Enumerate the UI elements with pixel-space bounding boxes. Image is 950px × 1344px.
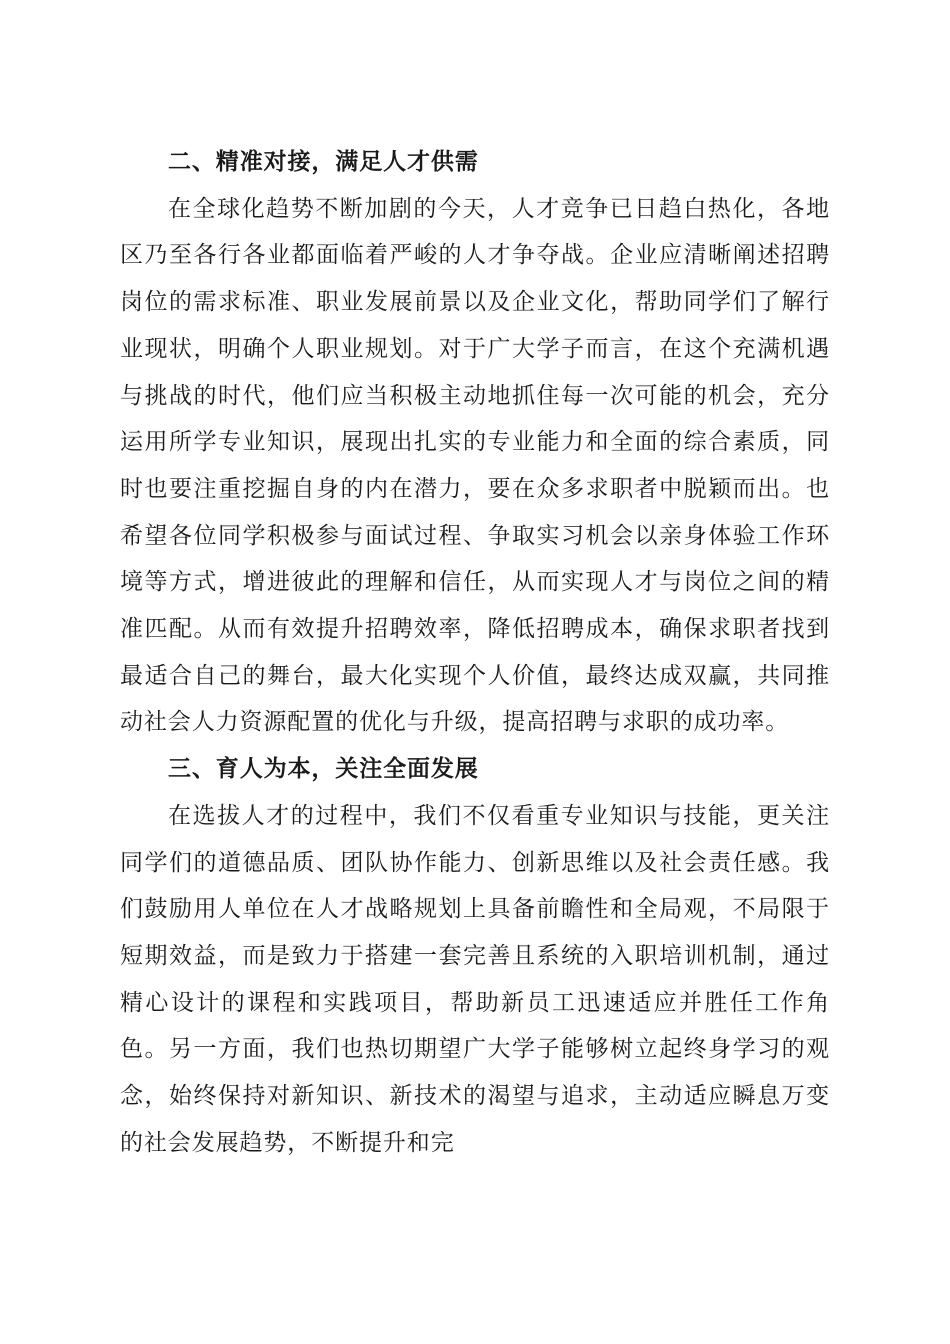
section-two-heading: 二、精准对接，满足人才供需: [168, 149, 479, 175]
section-three-heading: 三、育人为本，关注全面发展: [168, 756, 479, 783]
document-body: [120, 139, 830, 1166]
section-two-paragraph: 在全球化趋势不断加剧的今天，人才竞争已日趋白热化，各地区乃至各行各业都面临着严峻的人才争夺战。企业应清晰阐述招聘岗位的需求标准、职业发展前景以及企业文化，帮助同学们了解行业现状，明确个人职业规划。对于广大学子而言，在这个充满机遇与挑战的时代，他们应当积极主动地抓住每一次可能的机会，充分运用所学专业知识，展现出扎实的专业能力和全面的综合素质，同时也要注重挖掘自身的内在潜力，要在众多求职者中脱颖而出。也希望各位同学积极参与面试过程、争取实习机会以亲身体验工作环境等方式，增进彼此的理解和信任，从而实现人才与岗位之间的精准匹配。从而有效提升招聘效率，降低招聘成本，确保求职者找到最适合自己的舞台，最大化实现个人价值，最终达成双赢，共同推动社会人力资源配置的优化与升级，提高招聘与求职的成功率。: [120, 195, 830, 736]
section-three-paragraph: 在选拔人才的过程中，我们不仅看重专业知识与技能，更关注同学们的道德品质、团队协作能力、创新思维以及社会责任感。我们鼓励用人单位在人才战略规划上具备前瞻性和全局观，不局限于短期效益，而是致力于搭建一套完善且系统的入职培训机制，通过精心设计的课程和实践项目，帮助新员工迅速适应并胜任工作角色。另一方面，我们也热切期望广大学子能够树立起终身学习的观念，始终保持对新知识、新技术的渴望与追求，主动适应瞬息万变的社会发展趋势，不断提升和完: [120, 802, 830, 1156]
